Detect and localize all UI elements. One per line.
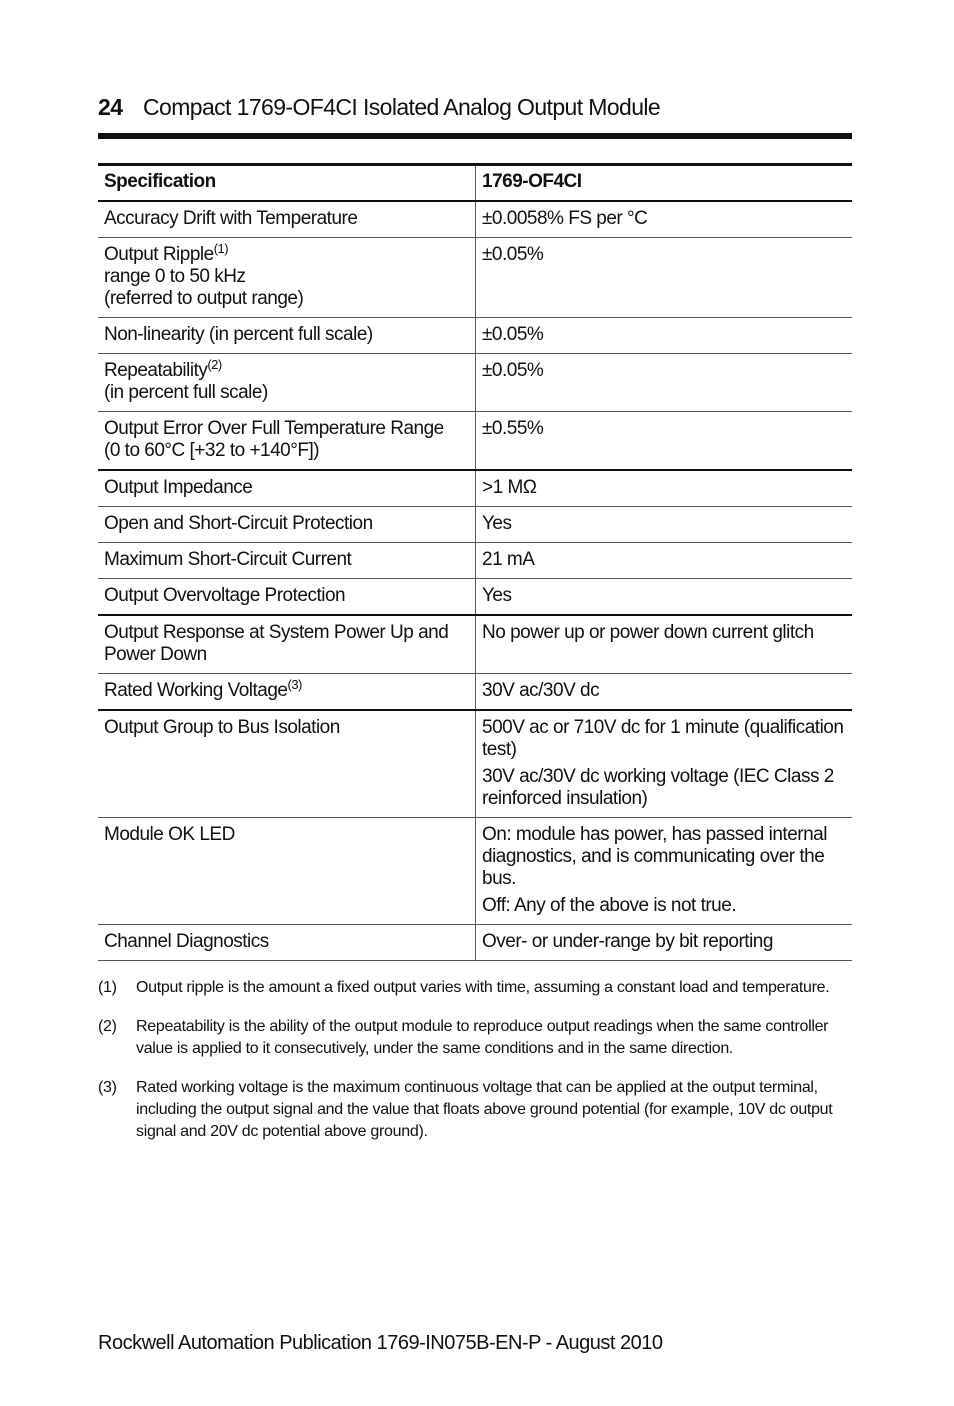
value-cell: Yes [482,513,512,534]
footnotes [98,977,858,1160]
value-cell: ±0.0058% FS per °C [482,208,648,229]
page-header [98,94,852,124]
table-row [98,925,852,961]
table-row [98,470,852,507]
page-footer: Rockwell Automation Publication 1769-IN075B-EN-P - August 2010 [98,1332,663,1354]
spec-cell: Open and Short-Circuit Protection [98,507,476,543]
value-cell: 500V ac or 710V dc for 1 minute (qualification test) 30V ac/30V dc working voltage (IEC Class 2 reinforced insulation) [482,717,844,809]
spec-cell: Output Group to Bus Isolation [98,710,476,818]
spec-cell: Non-linearity (in percent full scale) [98,318,476,354]
table-row [98,201,852,238]
footnote-text: Repeatability is the ability of the output module to reproduce output readings when the same controller value is applied to it consecutively, under the same conditions and in the same direction. [136,1018,829,1057]
spec-cell: Output Impedance [98,470,476,507]
spec-cell: Output Ripple$^{(1)}$ range 0 to 50 kHz (referred to output range) [98,238,476,318]
spec-cell: Channel Diagnostics [98,925,476,961]
spec-cell: Accuracy Drift with Temperature [98,201,476,238]
footnote-text: Output ripple is the amount a fixed output varies with time, assuming a constant load and temperature. [136,979,830,996]
header-rule [98,133,852,139]
spec-cell: Output Overvoltage Protection [98,579,476,616]
value-cell: On: module has power, has passed internal diagnostics, and is communicating over the bus. Off: Any of the above is not true. [482,824,827,916]
footnote-number: (3) [98,1079,117,1096]
table-row [98,710,852,818]
spec-cell: Output Response at System Power Up and Power Down [98,615,476,674]
footnote-ref: (3) [287,677,302,692]
column-header-specification: Specification [98,165,476,202]
table-row [98,318,852,354]
value-cell: ±0.55% [482,418,544,439]
spec-cell: Repeatability$^{(2)}$ (in percent full scale) [98,354,476,412]
footnote-number: (1) [98,979,117,996]
spec-cell: Module OK LED [98,818,476,925]
footnote [98,1016,858,1060]
value-cell: >1 MΩ [482,477,537,498]
spec-cell: Maximum Short-Circuit Current [98,543,476,579]
specification-table [98,163,852,961]
page-title: Compact 1769-OF4CI Isolated Analog Output Module [143,94,661,120]
value-cell: No power up or power down current glitch [482,622,814,643]
table-row [98,507,852,543]
table-row [98,238,852,318]
footnote [98,977,858,999]
table-row [98,818,852,925]
footnote-ref: (1) [213,241,229,256]
value-cell: 21 mA [482,549,535,570]
value-cell: ±0.05% [482,324,544,345]
page-number: 24 [98,94,123,120]
table-row [98,579,852,616]
value-cell: ±0.05% [482,244,544,265]
table-row [98,674,852,711]
table-row [98,412,852,471]
table-row [98,543,852,579]
value-cell: 30V ac/30V dc [482,680,600,701]
table-row [98,354,852,412]
footnote-text: Rated working voltage is the maximum continuous voltage that can be applied at the output terminal, including the output signal and the value that floats above ground potential (for example, 10V dc output signal and 20V dc potential above ground). [136,1079,833,1140]
spec-cell: Output Error Over Full Temperature Range (0 to 60°C [+32 to +140°F]) [98,412,476,471]
table-row [98,615,852,674]
footnote-ref: (2) [207,357,222,372]
value-cell: Over- or under-range by bit reporting [482,931,773,952]
value-cell: Yes [482,585,512,606]
table-header-row [98,165,852,202]
column-header-model: 1769-OF4CI [482,171,582,192]
footnote [98,1077,858,1143]
spec-cell: Rated Working Voltage$^{(3)}$ [98,674,476,711]
footnote-number: (2) [98,1018,117,1035]
value-cell: ±0.05% [482,360,544,381]
